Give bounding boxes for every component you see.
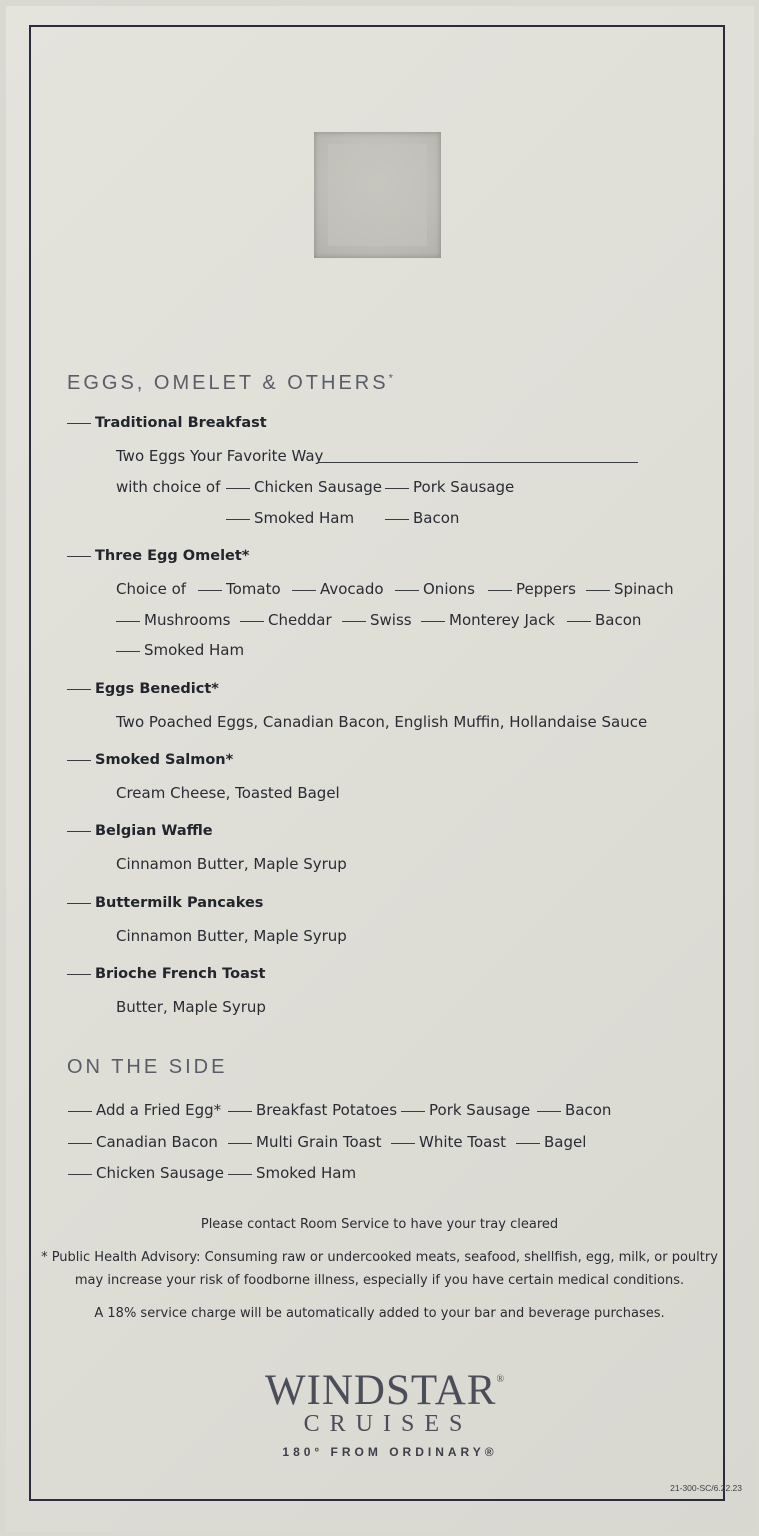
omelet-option-onions[interactable]: Onions xyxy=(395,580,475,598)
side-smoked-ham[interactable]: Smoked Ham xyxy=(228,1164,356,1182)
side-bagel[interactable]: Bagel xyxy=(516,1133,586,1151)
option-pork-sausage[interactable]: Pork Sausage xyxy=(385,478,514,496)
omelet-option-bacon[interactable]: Bacon xyxy=(567,611,641,629)
omelet-option-monterey-jack[interactable]: Monterey Jack xyxy=(421,611,555,629)
item-eggs-benedict[interactable]: Eggs Benedict* xyxy=(67,681,219,697)
omelet-option-cheddar[interactable]: Cheddar xyxy=(240,611,332,629)
pancakes-desc: Cinnamon Butter, Maple Syrup xyxy=(116,927,347,945)
side-bacon[interactable]: Bacon xyxy=(537,1101,611,1119)
side-breakfast-potatoes[interactable]: Breakfast Potatoes xyxy=(228,1101,397,1119)
omelet-option-mushrooms[interactable]: Mushrooms xyxy=(116,611,230,629)
health-advisory-line2: may increase your risk of foodborne illness, especially if you have certain medical conditions. xyxy=(74,1273,685,1288)
traditional-choice-label: with choice of xyxy=(116,478,221,496)
health-advisory-line1: * Public Health Advisory: Consuming raw or undercooked meats, seafood, shellfish, egg, milk, or poultry xyxy=(41,1250,718,1265)
option-chicken-sausage[interactable]: Chicken Sausage xyxy=(226,478,382,496)
service-charge-note: A 18% service charge will be automatically added to your bar and beverage purchases. xyxy=(94,1306,665,1321)
item-traditional-breakfast[interactable]: Traditional Breakfast xyxy=(67,415,267,431)
omelet-option-tomato[interactable]: Tomato xyxy=(198,580,281,598)
side-multi-grain-toast[interactable]: Multi Grain Toast xyxy=(228,1133,382,1151)
side-fried-egg[interactable]: Add a Fried Egg* xyxy=(68,1101,221,1119)
salmon-desc: Cream Cheese, Toasted Bagel xyxy=(116,784,340,802)
item-buttermilk-pancakes[interactable]: Buttermilk Pancakes xyxy=(67,895,263,911)
toast-desc: Butter, Maple Syrup xyxy=(116,998,266,1016)
waffle-desc: Cinnamon Butter, Maple Syrup xyxy=(116,855,347,873)
egg-style-fill-line[interactable] xyxy=(318,462,638,463)
section-title-eggs: EGGS, OMELET & OTHERS* xyxy=(67,372,393,394)
item-belgian-waffle[interactable]: Belgian Waffle xyxy=(67,823,213,839)
tray-note: Please contact Room Service to have your tray cleared xyxy=(200,1217,559,1232)
tagline: 180° FROM ORDINARY® xyxy=(282,1445,498,1459)
omelet-option-swiss[interactable]: Swiss xyxy=(342,611,412,629)
side-white-toast[interactable]: White Toast xyxy=(391,1133,506,1151)
option-smoked-ham[interactable]: Smoked Ham xyxy=(226,509,354,527)
print-code: 21-300-SC/6.22.23 xyxy=(670,1483,742,1493)
option-bacon[interactable]: Bacon xyxy=(385,509,459,527)
side-pork-sausage[interactable]: Pork Sausage xyxy=(401,1101,530,1119)
side-canadian-bacon[interactable]: Canadian Bacon xyxy=(68,1133,218,1151)
item-smoked-salmon[interactable]: Smoked Salmon* xyxy=(67,752,233,768)
omelet-option-peppers[interactable]: Peppers xyxy=(488,580,576,598)
traditional-desc: Two Eggs Your Favorite Way xyxy=(116,447,324,465)
item-brioche-french-toast[interactable]: Brioche French Toast xyxy=(67,966,265,982)
omelet-option-avocado[interactable]: Avocado xyxy=(292,580,384,598)
benedict-desc: Two Poached Eggs, Canadian Bacon, English Muffin, Hollandaise Sauce xyxy=(116,713,648,731)
omelet-choice-label: Choice of xyxy=(116,580,187,598)
side-chicken-sausage[interactable]: Chicken Sausage xyxy=(68,1164,224,1182)
omelet-option-smoked-ham[interactable]: Smoked Ham xyxy=(116,641,244,659)
windstar-logo: WINDSTAR® xyxy=(264,1367,506,1414)
cruises-wordmark: CRUISES xyxy=(303,1411,473,1437)
qr-code-patch xyxy=(314,132,441,258)
omelet-option-spinach[interactable]: Spinach xyxy=(586,580,674,598)
section-title-side: ON THE SIDE xyxy=(67,1056,228,1078)
item-three-egg-omelet[interactable]: Three Egg Omelet* xyxy=(67,548,249,564)
